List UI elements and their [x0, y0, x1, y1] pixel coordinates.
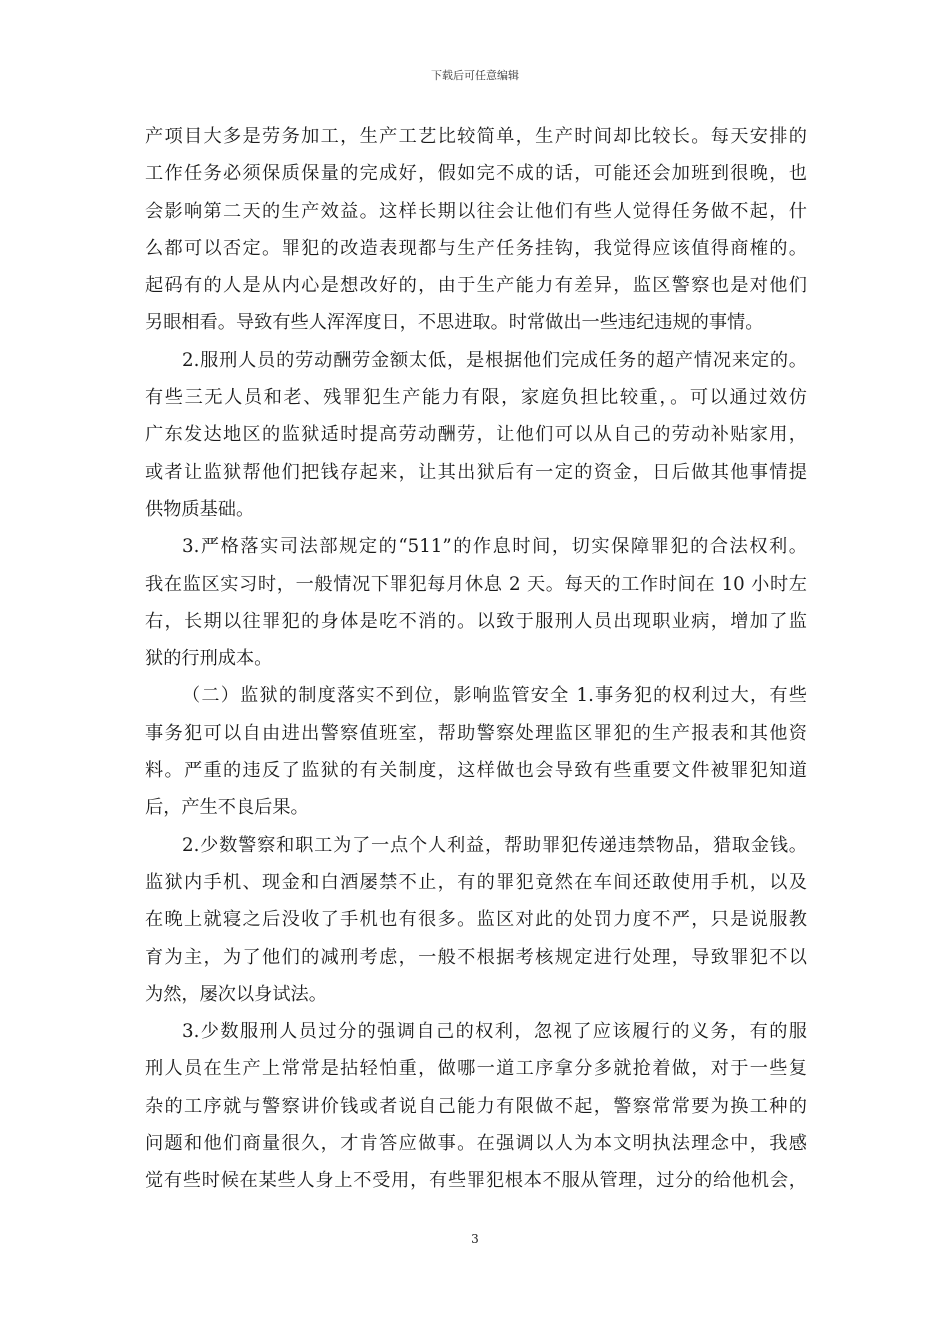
text-line: 起码有的人是从内心是想改好的，由于生产能力有差异，监区警察也是对他们: [145, 275, 807, 297]
text-line: 监狱内手机、现金和白酒屡禁不止，有的罪犯竟然在车间还敢使用手机，以及: [145, 871, 807, 893]
page-header: 下载后可任意编辑: [431, 69, 519, 82]
text-line: 2.少数警察和职工为了一点个人利益，帮助罪犯传递违禁物品，猎取金钱。: [182, 834, 807, 856]
text-line: 觉有些时候在某些人身上不受用，有些罪犯根本不服从管理，过分的给他机会，: [145, 1170, 807, 1192]
text-line: 工作任务必须保质保量的完成好，假如完不成的话，可能还会加班到很晚，也: [145, 163, 807, 185]
text-line: 广东发达地区的监狱适时提高劳动酬劳，让他们可以从自己的劳动补贴家用，: [145, 424, 807, 446]
text-line: 么都可以否定。罪犯的改造表现都与生产任务挂钩，我觉得应该值得商榷的。: [145, 237, 807, 259]
text-line: 3.少数服刑人员过分的强调自己的权利，忽视了应该履行的义务，有的服: [182, 1021, 807, 1043]
text-line: 或者让监狱帮他们把钱存起来，让其出狱后有一定的资金，日后做其他事情提: [145, 461, 807, 483]
text-line: 问题和他们商量很久，才肯答应做事。在强调以人为本文明执法理念中，我感: [145, 1133, 807, 1155]
text-line: 刑人员在生产上常常是拈轻怕重，做哪一道工序拿分多就抢着做，对于一些复: [145, 1058, 807, 1080]
text-line: 会影响第二天的生产效益。这样长期以往会让他们有些人觉得任务做不起，什: [145, 200, 807, 222]
text-line: 右，长期以往罪犯的身体是吃不消的。以致于服刑人员出现职业病，增加了监: [145, 610, 807, 632]
text-line: 在晚上就寝之后没收了手机也有很多。监区对此的处罚力度不严，只是说服教: [145, 909, 807, 931]
text-line: 另眼相看。导致有些人浑浑度日，不思进取。时常做出一些违纪违规的事情。: [145, 312, 764, 334]
text-line: 3.严格落实司法部规定的“511”的作息时间，切实保障罪犯的合法权利。: [182, 536, 807, 558]
text-line: 料。严重的违反了监狱的有关制度，这样做也会导致有些重要文件被罪犯知道: [145, 760, 807, 782]
document-body: [145, 118, 807, 1200]
text-line: 为然，屡次以身试法。: [145, 983, 327, 1005]
text-line: 杂的工序就与警察讲价钱或者说自己能力有限做不起，警察常常要为换工种的: [145, 1095, 807, 1117]
text-line: 有些三无人员和老、残罪犯生产能力有限，家庭负担比较重，。可以通过效仿: [145, 387, 807, 409]
page-number: 3: [471, 1232, 479, 1246]
text-line: 产项目大多是劳务加工，生产工艺比较简单，生产时间却比较长。每天安排的: [145, 126, 807, 147]
text-line: 供物质基础。: [145, 498, 255, 520]
text-line: 我在监区实习时，一般情况下罪犯每月休息 2 天。每天的工作时间在 10 小时左: [145, 573, 807, 595]
text-line: 2.服刑人员的劳动酬劳金额太低，是根据他们完成任务的超产情况来定的。: [182, 349, 807, 371]
text-line: （二）监狱的制度落实不到位，影响监管安全 1.事务犯的权利过大，有些: [182, 685, 807, 707]
text-line: 育为主，为了他们的减刑考虑，一般不根据考核规定进行处理，导致罪犯不以: [145, 946, 807, 968]
text-line: 事务犯可以自由进出警察值班室，帮助警察处理监区罪犯的生产报表和其他资: [145, 722, 807, 744]
text-line: 狱的行刑成本。: [145, 648, 273, 670]
text-line: 后，产生不良后果。: [145, 797, 309, 819]
